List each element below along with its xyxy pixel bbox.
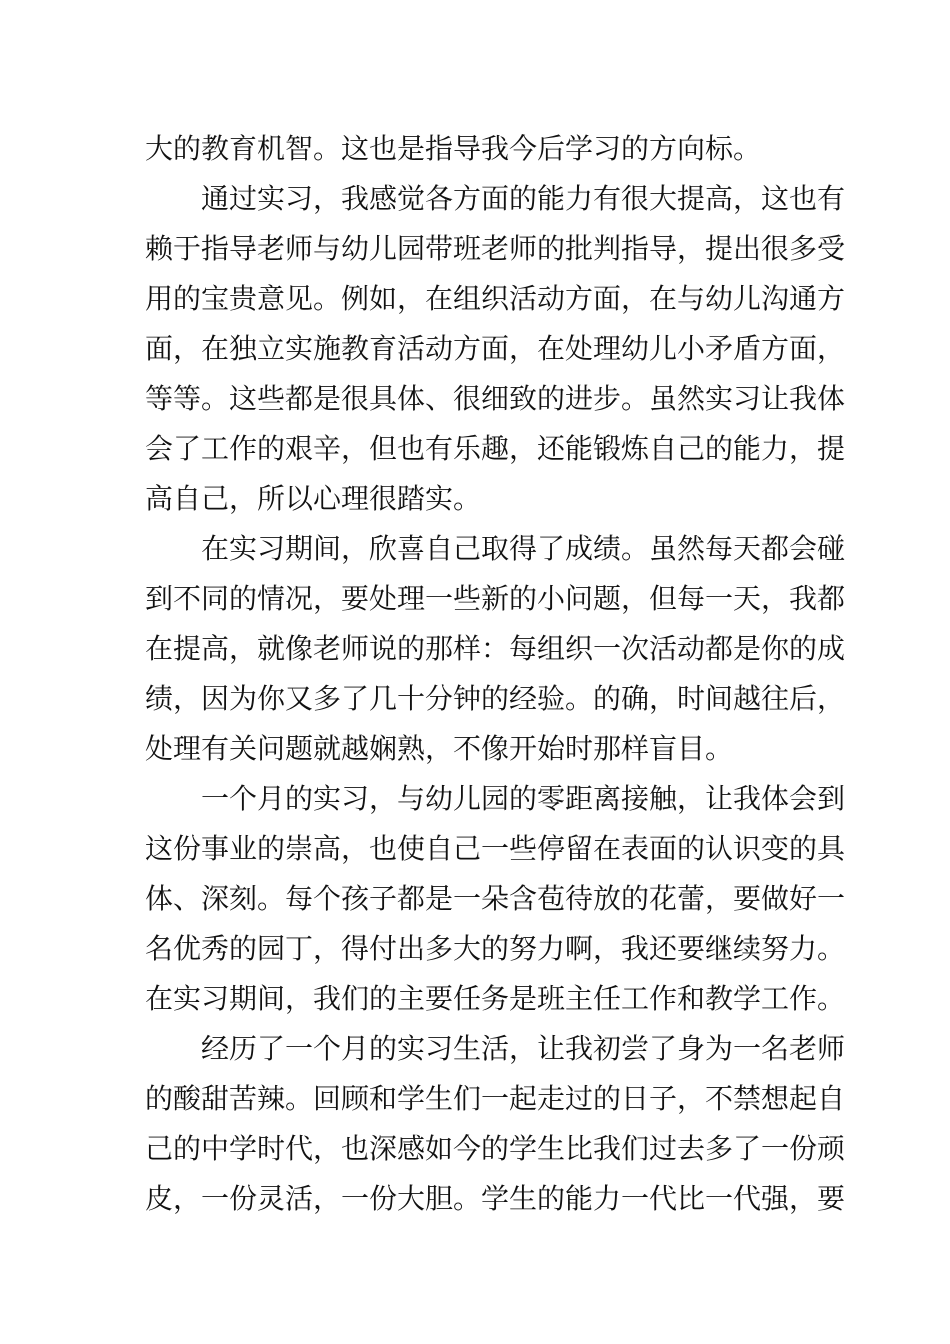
text-line: 己的中学时代，也深感如今的学生比我们过去多了一份顽 — [145, 1132, 846, 1165]
paragraph-first-line: 在实习期间，欣喜自己取得了成绩。虽然每天都会碰 — [201, 532, 846, 565]
text-line: 等等。这些都是很具体、很细致的进步。虽然实习让我体 — [145, 382, 846, 415]
text-line: 面，在独立实施教育活动方面，在处理幼儿小矛盾方面， — [145, 332, 846, 365]
paragraph-first-line: 一个月的实习，与幼儿园的零距离接触，让我体会到 — [201, 782, 846, 815]
text-line: 皮，一份灵活，一份大胆。学生的能力一代比一代强，要 — [145, 1182, 846, 1215]
text-line: 赖于指导老师与幼儿园带班老师的批判指导，提出很多受 — [145, 232, 846, 265]
text-line: 在实习期间，我们的主要任务是班主任工作和教学工作。 — [145, 982, 846, 1015]
text-line: 在提高，就像老师说的那样：每组织一次活动都是你的成 — [145, 632, 846, 665]
paragraph-first-line: 通过实习，我感觉各方面的能力有很大提高，这也有 — [201, 182, 846, 215]
text-line: 大的教育机智。这也是指导我今后学习的方向标。 — [145, 132, 762, 165]
text-line: 高自己，所以心理很踏实。 — [145, 482, 482, 515]
paragraph-first-line: 经历了一个月的实习生活，让我初尝了身为一名老师 — [201, 1032, 846, 1065]
text-line: 处理有关问题就越娴熟，不像开始时那样盲目。 — [145, 732, 734, 765]
text-line: 绩，因为你又多了几十分钟的经验。的确，时间越往后， — [145, 682, 846, 715]
text-line: 体、深刻。每个孩子都是一朵含苞待放的花蕾，要做好一 — [145, 882, 846, 915]
text-line: 到不同的情况，要处理一些新的小问题，但每一天，我都 — [145, 582, 846, 615]
text-line: 这份事业的崇高，也使自己一些停留在表面的认识变的具 — [145, 832, 846, 865]
text-line: 用的宝贵意见。例如，在组织活动方面，在与幼儿沟通方 — [145, 282, 846, 315]
text-line: 名优秀的园丁，得付出多大的努力啊，我还要继续努力。 — [145, 932, 846, 965]
text-line: 的酸甜苦辣。回顾和学生们一起走过的日子，不禁想起自 — [145, 1082, 846, 1115]
text-line: 会了工作的艰辛，但也有乐趣，还能锻炼自己的能力，提 — [145, 432, 846, 465]
